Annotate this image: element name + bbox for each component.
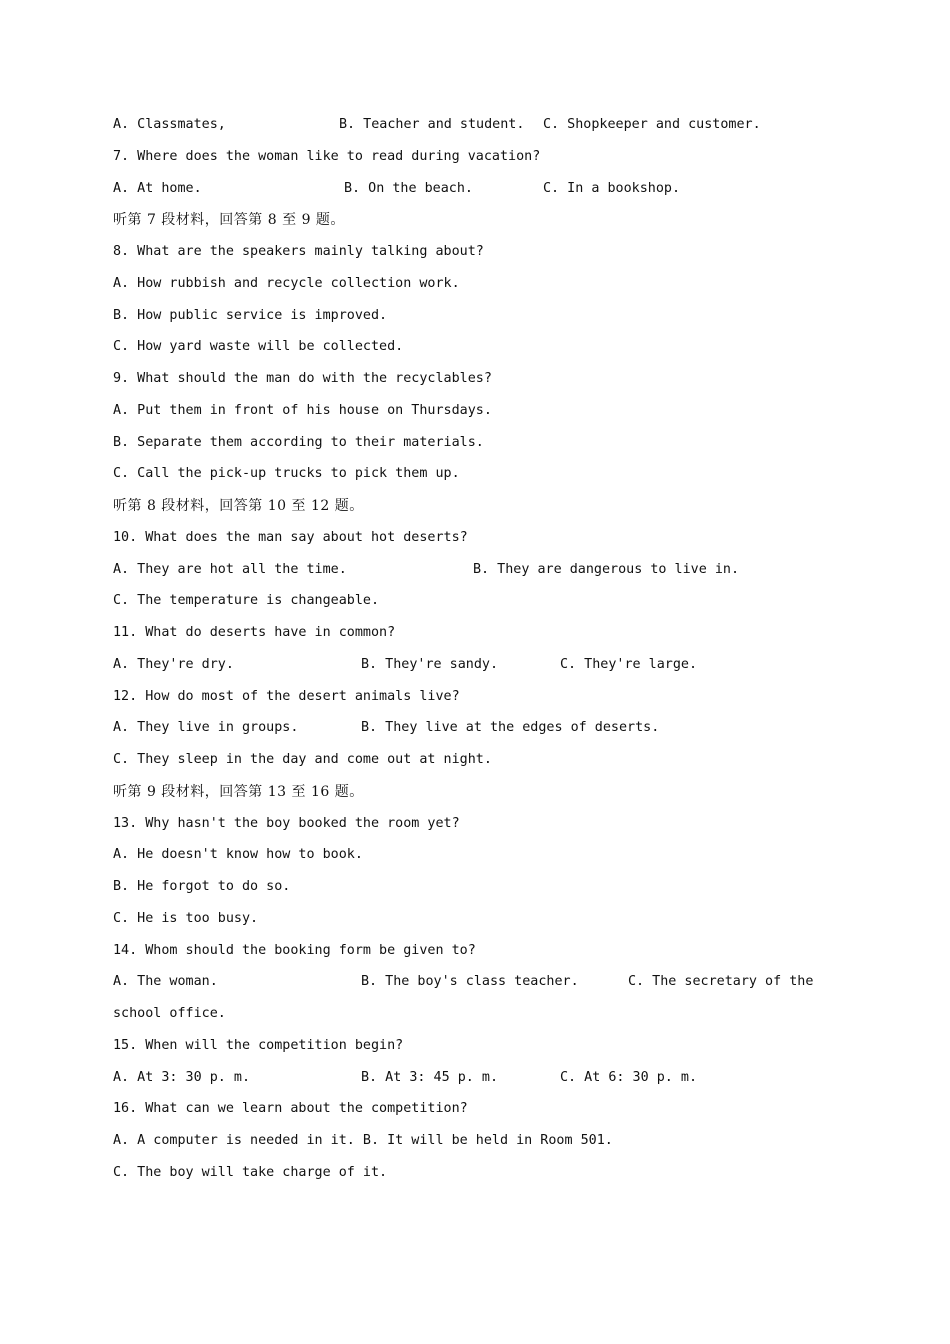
answer-option: A. They're dry.	[113, 656, 234, 672]
text-line: C. They sleep in the day and come out at night.	[113, 752, 492, 767]
option-row	[113, 971, 833, 993]
text-line: C. How yard waste will be collected.	[113, 339, 404, 355]
text-line: school office.	[113, 1006, 226, 1021]
text-line: 12. How do most of the desert animals live?	[113, 688, 460, 704]
text-line: C. The boy will take charge of it.	[113, 1164, 388, 1180]
section-instruction: 听第 7 段材料，回答第 8 至 9 题。	[113, 212, 345, 229]
text-line: A. A computer is needed in it. B. It will be held in Room 501.	[113, 1133, 613, 1148]
option-row	[113, 559, 833, 581]
text-line: 7. Where does the woman like to read during vacation?	[113, 148, 541, 164]
answer-option: A. They are hot all the time.	[113, 561, 347, 577]
option-row	[113, 654, 833, 676]
answer-option: A. At home.	[113, 180, 202, 196]
answer-option: B. Teacher and student.	[339, 117, 525, 132]
text-line: A. Put them in front of his house on Thursdays.	[113, 402, 492, 418]
answer-option: C. At 6: 30 p. m.	[560, 1069, 698, 1085]
text-line: B. How public service is improved.	[113, 307, 388, 323]
answer-option: C. Shopkeeper and customer.	[543, 117, 761, 132]
text-line: B. He forgot to do so.	[113, 879, 291, 894]
text-line: C. The temperature is changeable.	[113, 593, 380, 609]
option-row	[113, 1067, 833, 1089]
text-line: A. How rubbish and recycle collection work.	[113, 275, 460, 291]
text-line: 11. What do deserts have in common?	[113, 625, 396, 640]
text-line: 10. What does the man say about hot deserts?	[113, 529, 468, 545]
answer-option: B. They are dangerous to live in.	[473, 561, 740, 577]
option-row	[113, 178, 833, 200]
text-line: 16. What can we learn about the competition?	[113, 1101, 468, 1117]
answer-option: B. They're sandy.	[361, 656, 499, 672]
answer-option: B. The boy's class teacher.	[361, 974, 579, 990]
answer-option: A. At 3: 30 p. m.	[113, 1069, 251, 1085]
text-line: C. Call the pick-up trucks to pick them up.	[113, 466, 460, 482]
text-line: B. Separate them according to their materials.	[113, 434, 484, 450]
answer-option: C. In a bookshop.	[543, 180, 681, 196]
answer-option: A. They live in groups.	[113, 720, 299, 736]
answer-option: B. On the beach.	[344, 180, 473, 196]
section-instruction: 听第 8 段材料，回答第 10 至 12 题。	[113, 498, 364, 514]
text-line: 9. What should the man do with the recyclables?	[113, 371, 492, 386]
text-line: 13. Why hasn't the boy booked the room yet?	[113, 815, 460, 831]
text-line: 14. Whom should the booking form be given to?	[113, 942, 476, 958]
answer-option: A. The woman.	[113, 974, 218, 990]
text-line: A. He doesn't know how to book.	[113, 847, 363, 863]
text-line: C. He is too busy.	[113, 910, 259, 926]
section-instruction: 听第 9 段材料，回答第 13 至 16 题。	[113, 783, 364, 800]
answer-option: B. They live at the edges of deserts.	[361, 720, 660, 736]
text-line: 15. When will the competition begin?	[113, 1037, 404, 1053]
answer-option: C. The secretary of the	[628, 974, 814, 990]
answer-option: C. They're large.	[560, 656, 698, 672]
option-row	[113, 114, 833, 136]
answer-option: B. At 3: 45 p. m.	[361, 1069, 499, 1085]
answer-option: A. Classmates,	[113, 117, 226, 132]
option-row	[113, 717, 833, 739]
text-line: 8. What are the speakers mainly talking about?	[113, 244, 484, 259]
